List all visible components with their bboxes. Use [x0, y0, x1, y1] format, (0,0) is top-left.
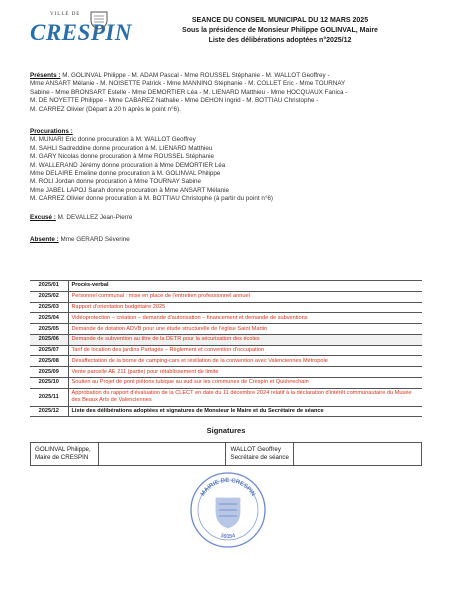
excuse-name: M. DEVALLEZ Jean-Pierre — [57, 214, 133, 221]
secretary-role: Secrétaire de séance — [230, 454, 289, 461]
deliberation-subject: Demande de subvention au titre de la DETR pour la sécurisation des écoles — [68, 334, 422, 345]
deliberation-number: 2025/06 — [30, 334, 68, 345]
deliberation-row — [30, 406, 422, 417]
presents-line: M. GOLINVAL Philippe - M. ADAM Pascal - Mme ROUSSEL Stéphanie - M. WALLOT Geoffrey - — [62, 72, 330, 79]
procuration-line: M. CARREZ Olivier donne procuration à M. BOTTIAU Christophe (à partir du point n°6) — [30, 195, 273, 203]
mairie-seal-icon — [188, 470, 268, 550]
deliberation-number: 2025/09 — [30, 367, 68, 378]
procuration-line: M. MUNARI Eric donne procuration à M. WALLOT Geoffrey — [30, 136, 196, 144]
deliberation-subject: Vente parcelle AE 211 (partie) pour rétablissement de limite — [68, 367, 422, 378]
crest-icon — [88, 10, 110, 30]
presents-line: Mme ANSART Mélanie - M. NOISETTE Patrick - Mme MANNINO Stéphanie - M. COLLET Eric - Mme TOURNAY — [30, 80, 346, 88]
deliberation-row — [30, 378, 422, 389]
deliberation-row — [30, 388, 422, 406]
deliberation-number: 2025/05 — [30, 324, 68, 335]
deliberation-row — [30, 313, 422, 324]
document-header — [150, 16, 410, 46]
deliberation-subject: Procès-verbal — [68, 281, 422, 292]
secretary-name: WALLOT Geoffrey — [230, 446, 281, 453]
deliberation-row — [30, 324, 422, 335]
deliberation-row — [30, 302, 422, 313]
absente-section — [30, 236, 425, 244]
deliberation-subject: Désaffectation de la borne de camping-cars et résiliation de la convention avec Valenciennes Métropole — [68, 356, 422, 367]
presents-line: Sabine - Mme BRONSART Estelle - Mme DEMORTIER Léa - M. LIENARD Matthieu - Mme HOCQUAUX Fanica - — [30, 88, 348, 96]
absente-name: Mme GERARD Séverine — [60, 236, 130, 243]
deliberation-number: 2025/12 — [30, 406, 68, 417]
procurations-label: Procurations : — [30, 128, 73, 135]
deliberation-number: 2025/07 — [30, 345, 68, 356]
deliberation-row — [30, 345, 422, 356]
presents-line: M. DE NOYETTE Philippe - Mme CABAREZ Nathalie - Mme DEHON Ingrid - M. BOTTIAU Christophe - — [30, 97, 319, 105]
deliberations-table — [30, 280, 422, 417]
deliberation-number: 2025/11 — [30, 388, 68, 406]
mayor-signature-cell — [31, 443, 99, 466]
deliberation-subject: Personnel communal : mise en place de l'entretien professionnel annuel — [68, 291, 422, 302]
logo-name: CRESPIN — [30, 20, 132, 45]
presidency-line: Sous la présidence de Monsieur Philippe GOLINVAL, Maire — [182, 27, 378, 34]
mayor-role: Maire de CRESPIN — [35, 454, 89, 461]
list-title: Liste des délibérations adoptées n°2025/12 — [208, 37, 352, 44]
deliberation-row — [30, 367, 422, 378]
procuration-line: M. GARY Nicolas donne procuration à Mme ROUSSEL Stéphanie — [30, 153, 214, 161]
deliberation-number: 2025/04 — [30, 313, 68, 324]
excuse-section — [30, 214, 425, 222]
deliberation-subject: Tarif de location des jardins Partagés – Règlement et convention d'occupation — [68, 345, 422, 356]
deliberation-row — [30, 281, 422, 292]
procuration-line: Mme DELAIRE Emeline donne procuration à M. GOLINVAL Philippe — [30, 170, 221, 178]
presents-line: M. CARREZ Olivier (Départ à 20 h après le point n°6). — [30, 105, 181, 113]
signatures-title: Signatures — [206, 426, 246, 435]
deliberation-number: 2025/02 — [30, 291, 68, 302]
deliberation-number: 2025/03 — [30, 302, 68, 313]
secretary-signature-cell — [226, 443, 294, 466]
deliberation-row — [30, 356, 422, 367]
deliberation-number: 2025/10 — [30, 378, 68, 389]
deliberation-subject: Approbation du rapport d'évaluation de la CLECT en date du 11 décembre 2024 relatif à la déclaration d'intérêt communautaire du Musée des Beaux Arts de Valenciennes — [68, 388, 422, 406]
signatures-table — [30, 442, 422, 466]
mayor-name: GOLINVAL Philippe, — [35, 446, 91, 453]
procuration-line: M. WALLERAND Jérémy donne procuration à Mme DEMORTIER Léa — [30, 161, 226, 169]
svg-text:MAIRIE DE CRESPIN: MAIRIE DE CRESPIN — [200, 477, 256, 498]
deliberation-subject: Soutien au Projet de pont piétons tubique au sud sur les communes de Crespin et Quiévrechain — [68, 378, 422, 389]
deliberation-subject: Rapport d'orientation budgétaire 2025 — [68, 302, 422, 313]
secretary-signature-space — [294, 443, 422, 466]
svg-text:59154: 59154 — [220, 532, 236, 540]
logo-small-text: VILLE DE — [50, 12, 81, 17]
deliberation-number: 2025/01 — [30, 281, 68, 292]
deliberation-subject: Demande de dotation ADVB pour une étude structurelle de l'église Saint Martin — [68, 324, 422, 335]
procuration-line: Mme JABEL LAPOJ Sarah donne procuration à Mme ANSART Mélanie — [30, 186, 230, 194]
presents-section — [30, 72, 425, 114]
deliberation-subject: Vidéoprotection – création – demande d'autorisation – financement et demande de subventions — [68, 313, 422, 324]
procurations-section — [30, 128, 425, 204]
session-title: SEANCE DU CONSEIL MUNICIPAL DU 12 MARS 2025 — [191, 17, 369, 24]
crespin-logo — [30, 12, 132, 52]
procuration-line: M. ROLI Jordan donne procuration à Mme TOURNAY Sabine — [30, 178, 202, 186]
mayor-signature-space — [98, 443, 226, 466]
deliberation-row — [30, 291, 422, 302]
presents-label: Présents : — [30, 72, 61, 79]
deliberation-row — [30, 334, 422, 345]
absente-label: Absente : — [30, 236, 59, 243]
excuse-label: Excusé : — [30, 214, 56, 221]
deliberation-number: 2025/08 — [30, 356, 68, 367]
deliberation-subject: Liste des délibérations adoptées et signatures de Monsieur le Maire et du Secrétaire de séance — [68, 406, 422, 417]
procuration-line: M. SAHLI Sadreddine donne procuration à M. LIENARD Matthieu — [30, 144, 213, 152]
